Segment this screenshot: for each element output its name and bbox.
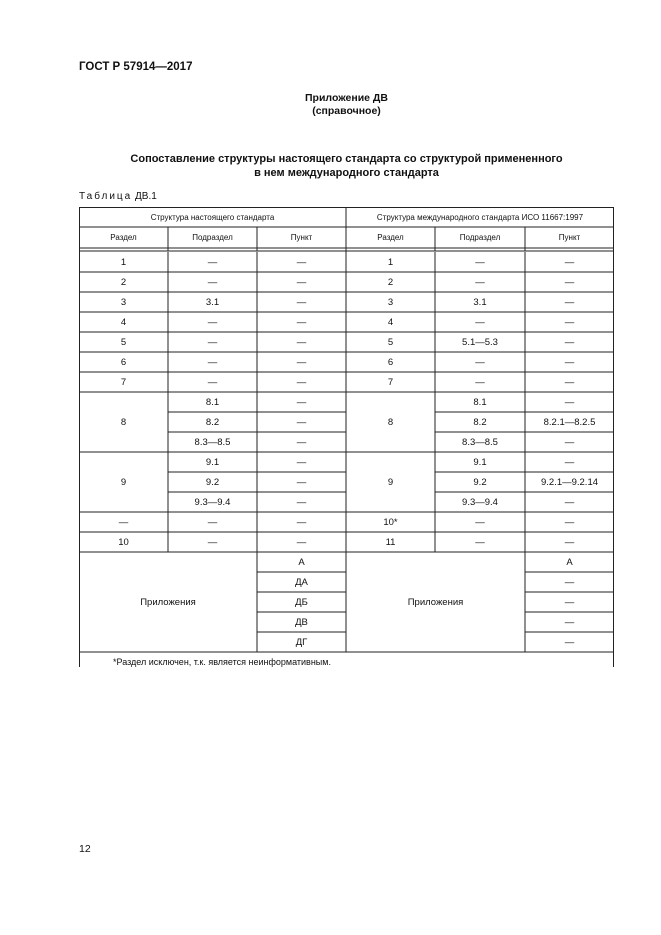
table-cell: — [207, 316, 218, 328]
table-cell: 8.2 [205, 416, 220, 428]
section-number-cell: 8 [120, 416, 127, 428]
table-cell: — [564, 276, 575, 288]
table-cell: 3.1 [205, 296, 220, 308]
table-cell: — [207, 376, 218, 388]
table-cell: — [564, 336, 575, 348]
table-cell: — [475, 516, 485, 528]
table-cell: 7 [120, 376, 127, 388]
table-cell: — [296, 476, 307, 488]
column-header: Раздел [377, 233, 404, 242]
section-number-cell: 9 [387, 476, 394, 488]
table-cell: 9.3—9.4 [462, 496, 498, 508]
heading-line-1: Сопоставление структуры настоящего стандарта со структурой примененного [130, 153, 563, 165]
table-cell: — [475, 316, 485, 328]
table-cell: — [207, 276, 218, 288]
table-cell: — [564, 496, 575, 508]
table-cell: 1 [120, 256, 127, 268]
table-cell: — [296, 316, 307, 328]
table-cell: 8.3—8.5 [462, 436, 498, 448]
column-header: Подраздел [192, 233, 233, 242]
table-cell: 9.1 [205, 456, 220, 468]
appendix-item: — [564, 636, 575, 648]
appendix-item: А [298, 556, 305, 568]
table-cell: — [564, 436, 575, 448]
table-cell: — [296, 416, 307, 428]
table-label-prefix: Таблица [79, 191, 133, 202]
table-cell: — [564, 396, 575, 408]
table-cell: 10* [383, 516, 398, 528]
appendix-heading [79, 92, 614, 118]
appendix-item: ДБ [295, 596, 308, 608]
table-cell: 5.1—5.3 [462, 336, 498, 348]
table-cell: — [296, 436, 307, 448]
column-group-header: Структура настоящего стандарта [150, 212, 275, 222]
section-number-cell: 9 [120, 476, 127, 488]
table-label [79, 191, 157, 202]
table-cell: 8.2 [473, 416, 487, 428]
table-cell: 3.1 [473, 296, 487, 308]
column-header: Пункт [558, 233, 581, 242]
table-cell: — [475, 356, 485, 368]
table-cell: — [475, 256, 485, 268]
table-cell: — [118, 516, 129, 528]
table-cell: — [296, 456, 307, 468]
column-header: Пункт [290, 233, 313, 242]
table-cell: 7 [387, 376, 394, 388]
table-cell: — [564, 256, 575, 268]
column-header: Подраздел [459, 233, 501, 242]
table-cell: — [296, 496, 307, 508]
table-cell: 9.1 [473, 456, 487, 468]
table-cell: — [296, 256, 307, 268]
table-cell: 4 [120, 316, 127, 328]
table-cell: 9.3—9.4 [194, 496, 231, 508]
table-cell: — [207, 516, 218, 528]
table-cell: — [296, 276, 307, 288]
table-cell: 6 [387, 356, 394, 368]
table-cell: 8.2.1—8.2.5 [543, 416, 596, 428]
appendix-item: — [564, 616, 575, 628]
table-cell: — [207, 536, 218, 548]
table-cell: 11 [385, 536, 396, 548]
table-cell: — [296, 536, 307, 548]
appendix-item: А [566, 556, 573, 568]
table-cell: 10 [118, 536, 129, 548]
table-cell: — [564, 296, 575, 308]
table-cell: — [296, 516, 307, 528]
table-cell: 8.3—8.5 [194, 436, 231, 448]
table-cell: — [475, 376, 485, 388]
table-cell: — [296, 396, 307, 408]
column-group-header: Структура международного стандарта ИСО 11667:1997 [376, 212, 584, 222]
table-cell: — [207, 356, 218, 368]
table-cell: 2 [120, 276, 127, 288]
table-cell: 5 [387, 336, 394, 348]
table-cell: 8.1 [205, 396, 220, 408]
table-cell: — [564, 516, 575, 528]
table-cell: — [564, 536, 575, 548]
table-cell: — [475, 536, 485, 548]
table-cell: — [296, 356, 307, 368]
table-cell: — [564, 316, 575, 328]
column-header: Раздел [110, 233, 137, 242]
table-cell: 5 [120, 336, 127, 348]
table-cell: — [564, 356, 575, 368]
table-cell: 9.2 [473, 476, 487, 488]
table-cell: 3 [387, 296, 394, 308]
table-cell: — [564, 456, 575, 468]
section-heading [79, 153, 614, 180]
table-cell: 6 [120, 356, 127, 368]
table-cell: — [564, 376, 575, 388]
table-label-number: ДВ.1 [135, 191, 157, 202]
table-cell: — [296, 296, 307, 308]
table-cell: — [207, 256, 218, 268]
appendix-item: ДГ [295, 636, 308, 648]
table-cell: — [475, 276, 485, 288]
heading-line-2: в нем международного стандарта [254, 166, 439, 179]
table-footnote: *Раздел исключен, т.к. является неинформативным. [113, 657, 331, 667]
appendices-label: Приложения [140, 596, 196, 608]
table-cell: 9.2.1—9.2.14 [540, 476, 599, 488]
table-cell: — [207, 336, 218, 348]
table-cell: 8.1 [473, 396, 487, 408]
page-number: 12 [79, 843, 91, 855]
table-cell: 9.2 [205, 476, 220, 488]
appendix-item: — [564, 596, 575, 608]
section-number-cell: 8 [387, 416, 394, 428]
table-cell: 3 [120, 296, 127, 308]
appendix-item: ДВ [295, 616, 308, 628]
table-cell: 1 [387, 256, 394, 268]
appendices-label: Приложения [407, 596, 464, 608]
table-cell: — [296, 336, 307, 348]
comparison-table [79, 207, 614, 667]
appendix-title: Приложение ДВ [305, 92, 388, 104]
appendix-item: — [564, 576, 575, 588]
table-cell: 2 [387, 276, 394, 288]
table-cell: — [296, 376, 307, 388]
table-cell: 4 [387, 316, 394, 328]
appendix-item: ДА [295, 576, 308, 588]
appendix-status: (справочное) [312, 105, 381, 117]
standard-code: ГОСТ Р 57914—2017 [79, 61, 193, 73]
